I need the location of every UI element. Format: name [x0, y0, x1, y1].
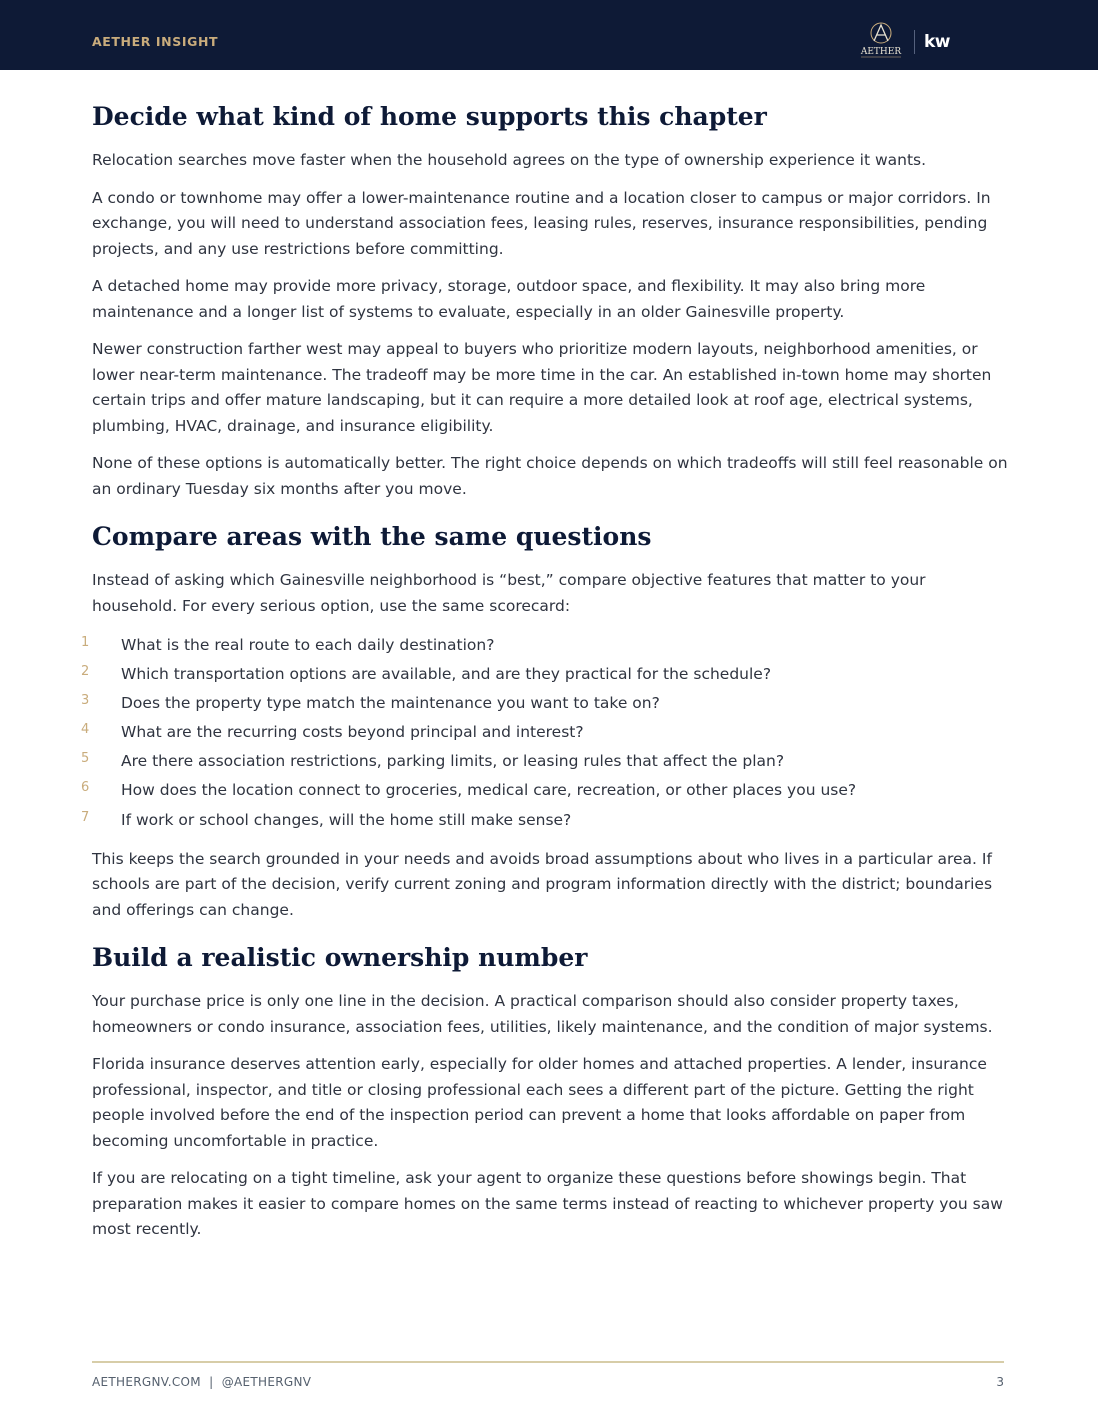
list-item: [81, 747, 1012, 776]
list-item: [81, 689, 1012, 718]
page-number: 3: [996, 1375, 1004, 1389]
brand-label: AETHER INSIGHT: [92, 34, 219, 49]
list-number: 6: [81, 780, 90, 796]
footer-divider: [92, 1361, 1004, 1363]
paragraph: None of these options is automatically better. The right choice depends on which tradeoffs will still feel reasonable on an ordinary Tuesday six months after you move.: [92, 454, 1008, 498]
paragraph: Florida insurance deserves attention early, especially for older homes and attached properties. A lender, insurance professional, inspector, and title or closing professional each sees a different part of the picture. Getting the right people involved before the end of the inspection period can prevent a home that looks affordable on paper from becoming uncomfortable in practice.: [92, 1055, 987, 1150]
paragraph: Relocation searches move faster when the household agrees on the type of ownership experience it wants.: [92, 151, 927, 169]
list-number: 2: [81, 664, 90, 680]
list-item: [81, 631, 1012, 660]
list-number: 5: [81, 751, 90, 767]
list-number: 3: [81, 693, 90, 709]
list-text: Does the property type match the maintenance you want to take on?: [121, 694, 660, 713]
paragraph: Instead of asking which Gainesville neighborhood is “best,” compare objective features that matter to your household. For every serious option, use the same scorecard:: [92, 571, 926, 615]
aether-logo-icon: [857, 20, 905, 60]
list-number: 1: [81, 635, 90, 650]
section-home-type: [92, 100, 1012, 502]
paragraph: A condo or townhome may offer a lower-maintenance routine and a location closer to campus or major corridors. In exchange, you will need to understand association fees, leasing rules, reserves, insurance responsibilities, pending projects, and any use restrictions before committing.: [92, 188, 991, 258]
list-text: If work or school changes, will the home still make sense?: [121, 810, 572, 829]
paragraph: If you are relocating on a tight timeline, ask your agent to organize these questions before showings begin. That preparation makes it easier to compare homes on the same terms instead of reacting to whichever property you saw most recently.: [92, 1169, 1003, 1239]
page-header: [0, 0, 1098, 70]
list-text: What is the real route to each daily destination?: [121, 636, 495, 654]
list-number: 4: [81, 722, 90, 738]
list-text: How does the location connect to groceries, medical care, recreation, or other places you use?: [121, 781, 857, 800]
list-number: 7: [81, 809, 90, 825]
scorecard-list: [81, 631, 1012, 835]
list-text: Are there association restrictions, parking limits, or leasing rules that affect the plan?: [121, 752, 785, 771]
section-heading: Decide what kind of home supports this chapter: [92, 102, 767, 131]
section-compare-areas: [81, 520, 1012, 923]
list-text: Which transportation options are available, and are they practical for the schedule?: [121, 665, 772, 684]
section-ownership-number: [92, 941, 1012, 1243]
list-item: [81, 718, 1012, 747]
section-heading: Compare areas with the same questions: [92, 522, 652, 551]
logo-divider: [914, 30, 915, 54]
paragraph: Newer construction farther west may appeal to buyers who prioritize modern layouts, neighborhood amenities, or lower near-term maintenance. The tradeoff may be more time in the car. An established in-town home may shorten certain trips and offer mature landscaping, but it can require a more detailed look at roof age, electrical systems, plumbing, HVAC, drainage, and insurance eligibility.: [92, 340, 992, 435]
paragraph: A detached home may provide more privacy, storage, outdoor space, and flexibility. It may also bring more maintenance and a longer list of systems to evaluate, especially in an older Gainesville property.: [92, 277, 926, 321]
list-item: [81, 660, 1012, 689]
list-item: [81, 806, 1012, 835]
list-item: [81, 776, 1012, 805]
footer-site-link[interactable]: AETHERGNV.COM | @AETHERGNV: [92, 1375, 312, 1389]
kw-logo: kw: [924, 32, 951, 52]
logo-text: AETHER: [860, 47, 902, 57]
paragraph: This keeps the search grounded in your needs and avoids broad assumptions about who lives in a particular area. If schools are part of the decision, verify current zoning and program information directly with the district; boundaries and offerings can change.: [92, 849, 993, 919]
page-content: [81, 100, 1012, 1261]
list-text: What are the recurring costs beyond principal and interest?: [121, 723, 584, 742]
paragraph: Your purchase price is only one line in the decision. A practical comparison should also consider property taxes, homeowners or condo insurance, association fees, utilities, likely maintenance, and the condition of major systems.: [92, 992, 993, 1036]
section-heading: Build a realistic ownership number: [92, 943, 588, 973]
